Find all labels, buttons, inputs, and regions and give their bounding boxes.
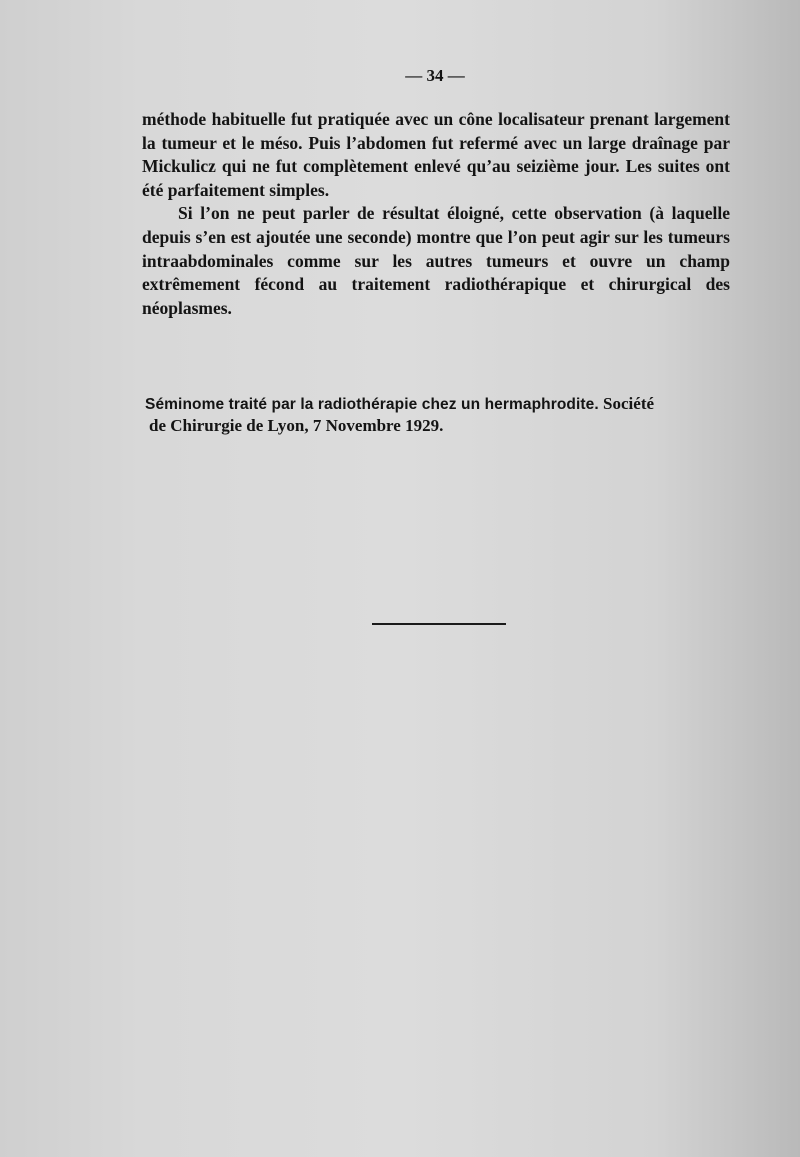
paragraph-continuation: méthode habituelle fut pratiquée avec un cône localisateur prenant largement la tumeur et le méso. Puis l’abdomen fut refermé avec un large draînage par Mickulicz qui ne fut complètement enlevé qu’au seizième jour. Les suites ont été parfaitement simples.	[142, 109, 730, 200]
page-number: — 34 —	[405, 66, 465, 85]
section-divider	[372, 623, 506, 625]
bibliography-publication: Société	[603, 394, 655, 413]
bibliography-entry	[145, 393, 745, 436]
body-text	[142, 108, 730, 320]
bibliography-publication-details: de Chirurgie de Lyon, 7 Novembre 1929.	[149, 416, 444, 435]
paragraph-conclusion: Si l’on ne peut parler de résultat éloigné, cette observation (à laquelle depuis s’en est ajoutée une seconde) montre que l’on peut agir sur les tumeurs intraabdominales comme sur les autres tumeurs et ouvre un champ extrêmement fécond au traitement radiothérapique et chirurgical des néoplasmes.	[142, 203, 730, 318]
bibliography-title: Séminome traité par la radiothérapie chez un hermaphrodite.	[145, 396, 599, 413]
